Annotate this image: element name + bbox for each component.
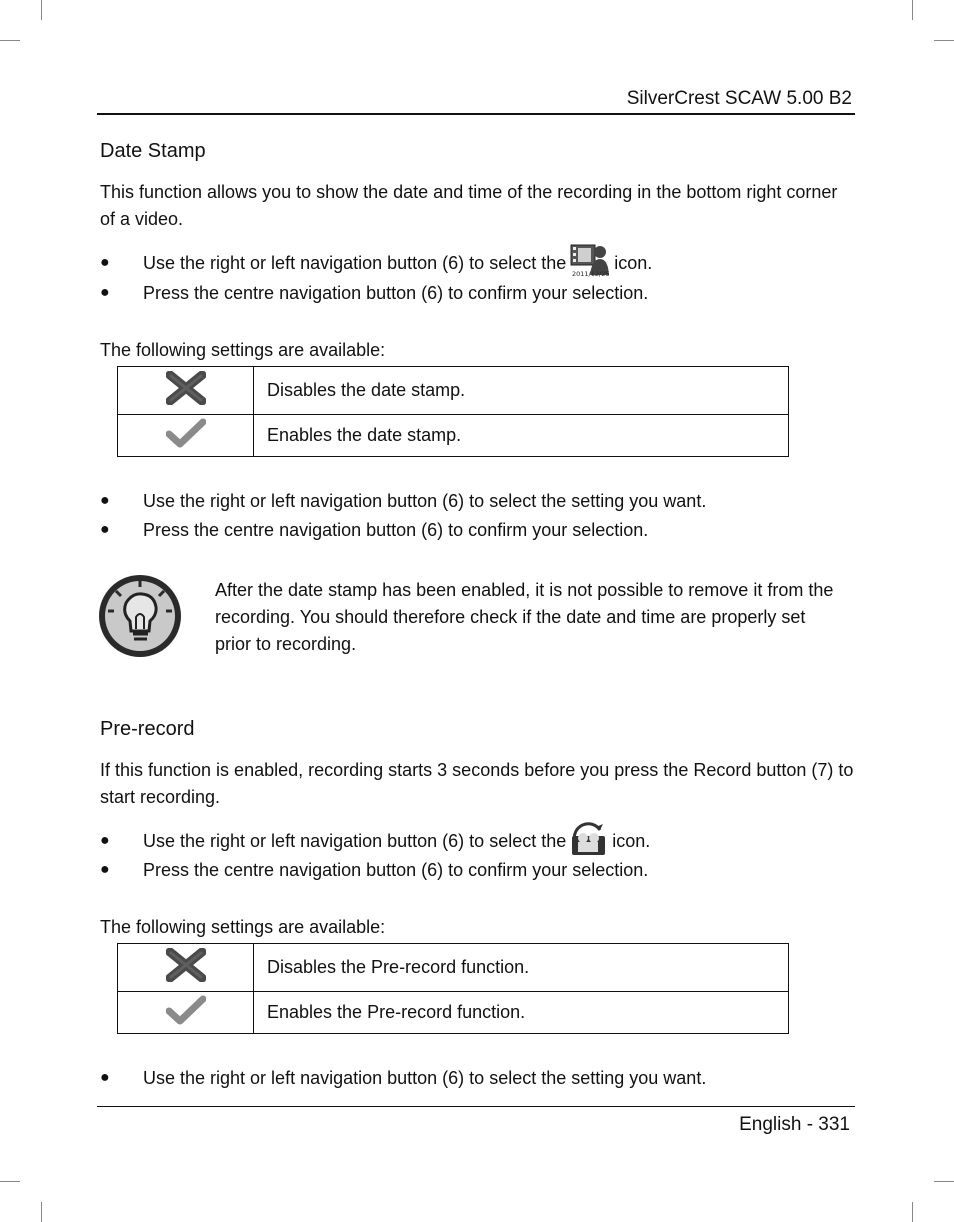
date-stamp-intro: This function allows you to show the date and time of the recording in the bottom right corner of a video. bbox=[100, 182, 838, 229]
table-cell-icon bbox=[118, 415, 254, 457]
table-cell-icon bbox=[118, 992, 254, 1034]
bullet-icon: ● bbox=[100, 254, 110, 271]
list-item: ● Use the right or left navigation button (6) to select the setting you want. bbox=[100, 490, 707, 511]
page-header-title: SilverCrest SCAW 5.00 B2 bbox=[626, 88, 852, 109]
crop-mark bbox=[0, 1181, 20, 1182]
crop-mark bbox=[912, 1202, 913, 1222]
cross-icon bbox=[166, 371, 206, 405]
bullet-icon: ● bbox=[100, 521, 110, 538]
bullet-icon: ● bbox=[100, 861, 110, 878]
crop-mark bbox=[934, 1181, 954, 1182]
lightbulb-icon bbox=[98, 573, 184, 664]
bullet-icon: ● bbox=[100, 284, 110, 301]
svg-text:2011/12/25: 2011/12/25 bbox=[572, 269, 610, 278]
list-item: ● Use the right or left navigation button (6) to select the setting you want. bbox=[100, 1067, 707, 1088]
pre-record-settings-table bbox=[117, 943, 789, 1034]
crop-mark bbox=[41, 0, 42, 20]
table-row bbox=[118, 992, 789, 1034]
header-rule bbox=[97, 113, 855, 115]
crop-mark bbox=[41, 1202, 42, 1222]
list-item: ● Use the right or left navigation button (6) to select the icon. bbox=[100, 826, 650, 856]
section-heading-date-stamp: Date Stamp bbox=[100, 140, 206, 162]
list-item: ● Use the right or left navigation button (6) to select the 2011/12/25 icon. bbox=[100, 248, 652, 278]
footer-rule bbox=[97, 1106, 855, 1107]
page-number: English - 331 bbox=[739, 1114, 850, 1135]
section-heading-pre-record: Pre-record bbox=[100, 718, 195, 740]
pre-record-intro: If this function is enabled, recording starts 3 seconds before you press the Record button (7) to start recording. bbox=[100, 760, 854, 807]
check-icon bbox=[166, 995, 206, 1025]
list-item: ● Press the centre navigation button (6) to confirm your selection. bbox=[100, 519, 649, 540]
table-row bbox=[118, 367, 789, 415]
check-icon bbox=[166, 418, 206, 448]
table-cell-text: Enables the date stamp. bbox=[254, 415, 789, 457]
note-text: After the date stamp has been enabled, it is not possible to remove it from the recording. You should therefore check if the date and time are properly set prior to recording. bbox=[215, 580, 834, 654]
bullet-icon: ● bbox=[100, 492, 110, 509]
table-cell-text: Enables the Pre-record function. bbox=[254, 992, 789, 1034]
bullet-icon: ● bbox=[100, 832, 110, 849]
list-item: ● Press the centre navigation button (6) to confirm your selection. bbox=[100, 859, 649, 880]
crop-mark bbox=[912, 0, 913, 20]
bullet-icon: ● bbox=[100, 1069, 110, 1086]
settings-intro: The following settings are available: bbox=[100, 917, 386, 937]
table-cell-icon bbox=[118, 367, 254, 415]
table-cell-icon bbox=[118, 944, 254, 992]
table-cell-text: Disables the Pre-record function. bbox=[254, 944, 789, 992]
cross-icon bbox=[166, 948, 206, 982]
date-stamp-settings-table bbox=[117, 366, 789, 457]
crop-mark bbox=[0, 40, 20, 41]
crop-mark bbox=[934, 40, 954, 41]
table-row bbox=[118, 415, 789, 457]
settings-intro: The following settings are available: bbox=[100, 340, 386, 360]
list-item: ● Press the centre navigation button (6) to confirm your selection. bbox=[100, 282, 649, 303]
table-row bbox=[118, 944, 789, 992]
table-cell-text: Disables the date stamp. bbox=[254, 367, 789, 415]
